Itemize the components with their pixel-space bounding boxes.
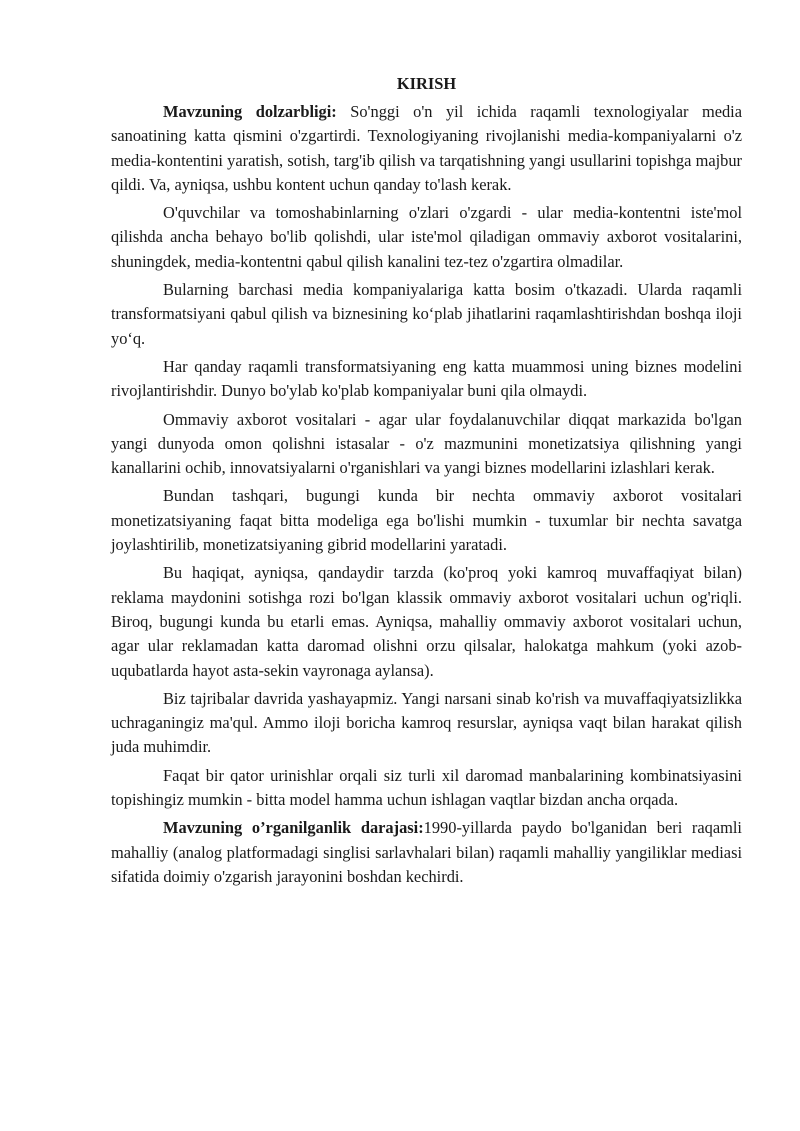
- paragraph: [111, 408, 742, 481]
- paragraph-text: Biz tajribalar davrida yashayapmiz. Yangi narsani sinab ko'rish va muvaffaqiyatsizlikka uchraganingiz ma'qul. Ammo iloji boricha kamroq resurslar, ayniqsa vaqt bilan harakat qilish juda muhimdir.: [111, 688, 742, 757]
- paragraph: [111, 484, 742, 557]
- paragraph: [111, 764, 742, 813]
- paragraph-text: O'quvchilar va tomoshabinlarning o'zlari o'zgardi - ular media-kontentni iste'mol qilishda ancha behayo bo'lib qolishdi, ular iste'mol qiladigan ommaviy axborot vositalarini, shuningdek, media-kontentni qabul qilish kanalini tez-tez o'zgartira olmadilar.: [111, 203, 742, 271]
- paragraph-text: Har qanday raqamli transformatsiyaning eng katta muammosi uning biznes modelini rivojlantirishdir. Dunyo bo'ylab ko'plab kompaniyalar buni qila olmaydi.: [111, 356, 742, 401]
- paragraph: [111, 201, 742, 274]
- paragraph-text: Ommaviy axborot vositalari - agar ular foydalanuvchilar diqqat markazida bo'lgan yangi dunyoda omon qolishni istasalar - o'z mazmunini monetizatsiya qilishning yangi kanallarini ochib, innovatsiyalarni o'rganishlari va yangi biznes modellarini izlashlari kerak.: [111, 409, 742, 478]
- paragraph-lead: Mavzuning dolzarbligi:: [163, 102, 337, 121]
- paragraph-text: Bularning barchasi media kompaniyalariga katta bosim o'tkazadi. Ularda raqamli transformatsiyani qabul qilish va biznesining ko‘plab jihatlarini raqamlashtirishdan boshqa iloji yo‘q.: [111, 280, 742, 348]
- paragraph-text: Bundan tashqari, bugungi kunda bir nechta ommaviy axborot vositalari monetizatsiyaning faqat bitta modeliga ega bo'lishi mumkin - tuxumlar bir nechta savatga joylashtirilib, monetizatsiyaning gibrid modellarini yaratadi.: [111, 486, 742, 555]
- paragraph-text: Faqat bir qator urinishlar orqali siz turli xil daromad manbalarining kombinatsiyasini topishingiz mumkin - bitta model hamma uchun ishlagan vaqtlar bizdan ancha orqada.: [111, 765, 742, 810]
- paragraph: [111, 561, 742, 682]
- paragraph-study-level: [111, 816, 742, 889]
- paragraph: [111, 687, 742, 760]
- paragraph-text: So'nggi o'n yil ichida raqamli texnologiyalar media sanoatining katta qismini o'zgartirdi. Texnologiyaning rivojlanishi media-kompaniyalarni o'z media-kontentini yaratish, sotish, targ'ib qilish va tarqatishning yangi usullarini topishga majbur qildi. Va, ayniqsa, ushbu kontent uchun qanday to'lash kerak.: [111, 102, 743, 194]
- paragraph-relevance: [111, 100, 742, 197]
- paragraph: [111, 355, 742, 404]
- paragraph-text: 1990-yillarda paydo bo'lganidan beri raqamli mahalliy (analog platformadagi singlisi sarlavhalari bilan) raqamli mahalliy yangiliklar mediasi sifatida doimiy o'zgarish jarayonini boshdan kechirdi.: [111, 818, 742, 886]
- section-title: KIRISH: [396, 74, 457, 93]
- document-page: [111, 72, 742, 893]
- paragraph: [111, 278, 742, 351]
- paragraph-text: Bu haqiqat, ayniqsa, qandaydir tarzda (ko'proq yoki kamroq muvaffaqiyat bilan) reklama maydonini sotishga rozi bo'lgan klassik ommaviy axborot vositalari uchun og'riqli. Biroq, bugungi kunda bu etarli emas. Ayniqsa, mahalliy ommaviy axborot vositalari uchun, agar ular reklamadan katta daromad olishni orzu qilsalar, halokatga mahkum (yoki azob-uqubatlarda hayot asta-sekin vayronaga aylansa).: [111, 563, 742, 680]
- paragraph-lead: Mavzuning o’rganilganlik darajasi:: [163, 818, 424, 838]
